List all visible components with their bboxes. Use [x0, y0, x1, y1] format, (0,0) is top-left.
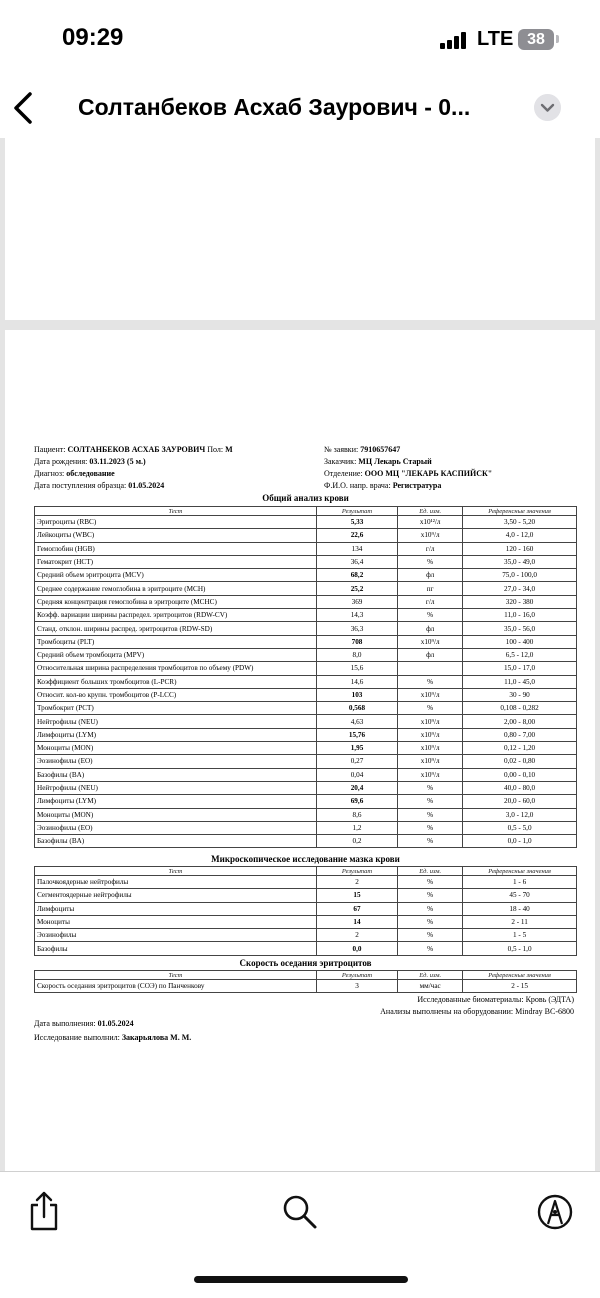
table-cell: Средняя концентрация гемоглобина в эритроците (MCHC) — [35, 595, 317, 608]
table-cell: 2,00 - 8,00 — [463, 715, 577, 728]
table-row — [35, 915, 577, 928]
table-cell: Палочкоядерные нейтрофилы — [35, 876, 317, 889]
table-row — [35, 876, 577, 889]
table-cell: пг — [398, 582, 463, 595]
table-cell: Результат — [316, 971, 397, 980]
table-cell: 67 — [316, 902, 397, 915]
table-row — [35, 835, 577, 848]
table-cell: 369 — [316, 595, 397, 608]
table-row — [35, 781, 577, 794]
table-cell: % — [398, 915, 463, 928]
table-row — [35, 662, 577, 675]
table-cell: 11,0 - 45,0 — [463, 675, 577, 688]
order-info: № заявки: 7910657647 Заказчик: МЦ Лекарь Старый Отделение: ООО МЦ "ЛЕКАРЬ КАСПИЙСК" Ф.И.О. напр. врача: Регистратура — [324, 445, 493, 490]
table-cell: Тромбоциты (PLT) — [35, 635, 317, 648]
table-cell: Среднее содержание гемоглобина в эритроците (MCH) — [35, 582, 317, 595]
table-cell: Результат — [316, 507, 397, 516]
table-cell: 0,5 - 1,0 — [463, 942, 577, 955]
table-row — [35, 728, 577, 741]
table-row — [35, 821, 577, 834]
table-cell: 320 - 380 — [463, 595, 577, 608]
table-cell: x10⁹/л — [398, 742, 463, 755]
table-cell: 35,0 - 56,0 — [463, 622, 577, 635]
battery-tip — [556, 35, 559, 43]
table-row — [35, 648, 577, 661]
table-cell: Тест — [35, 507, 317, 516]
performer: Исследование выполнил: Закарьялова М. М. — [34, 1033, 192, 1042]
table-row — [35, 542, 577, 555]
table-cell: % — [398, 942, 463, 955]
table-cell: Лимфоциты (LYM) — [35, 728, 317, 741]
table-cell: 103 — [316, 688, 397, 701]
table-row — [35, 768, 577, 781]
table-row — [35, 702, 577, 715]
table-cell: 0,80 - 7,00 — [463, 728, 577, 741]
table-cell: % — [398, 702, 463, 715]
table-row — [35, 569, 577, 582]
table-cell: 20,0 - 60,0 — [463, 795, 577, 808]
table-cell: Референсные значения — [463, 971, 577, 980]
table-cell: Средний объем эритроцита (MCV) — [35, 569, 317, 582]
section-title: Общий анализ крови — [262, 493, 349, 503]
table-cell: мм/час — [398, 980, 463, 993]
table-cell: Гематокрит (HCT) — [35, 555, 317, 568]
table-cell: 35,0 - 49,0 — [463, 555, 577, 568]
table-cell: x10⁹/л — [398, 529, 463, 542]
table-cell: 6,5 - 12,0 — [463, 648, 577, 661]
table-cell: 2 - 15 — [463, 980, 577, 993]
table-cell: 40,0 - 80,0 — [463, 781, 577, 794]
section-title: Микроскопическое исследование мазка крови — [211, 854, 400, 864]
table-cell: 8,6 — [316, 808, 397, 821]
section-title: Скорость оседания эритроцитов — [239, 958, 372, 968]
table-cell: 15 — [316, 889, 397, 902]
table-cell: Относит. кол-во крупн. тромбоцитов (P-LCC) — [35, 688, 317, 701]
table-cell: % — [398, 795, 463, 808]
table-cell: 1 - 5 — [463, 929, 577, 942]
table-cell: Базофилы — [35, 942, 317, 955]
table-cell: % — [398, 555, 463, 568]
table-cell: Коэфф. вариации ширины распредел. эритроцитов (RDW-CV) — [35, 609, 317, 622]
table-row — [35, 622, 577, 635]
table-cell: 0,5 - 5,0 — [463, 821, 577, 834]
table-cell: 3,0 - 12,0 — [463, 808, 577, 821]
table-cell: 1,95 — [316, 742, 397, 755]
table-row — [35, 635, 577, 648]
table-cell: Относительная ширина распределения тромбоцитов по объему (PDW) — [35, 662, 317, 675]
table-cell: 8,0 — [316, 648, 397, 661]
table-cell: 3 — [316, 980, 397, 993]
table-cell: Средний объем тромбоцита (MPV) — [35, 648, 317, 661]
table-cell: x10⁹/л — [398, 755, 463, 768]
table-cell: 2 - 11 — [463, 915, 577, 928]
results-table — [34, 866, 577, 956]
table-cell: Нейтрофилы (NEU) — [35, 781, 317, 794]
table-cell: Референсные значения — [463, 867, 577, 876]
table-cell: 15,76 — [316, 728, 397, 741]
table-cell: 14,6 — [316, 675, 397, 688]
table-cell: 100 - 400 — [463, 635, 577, 648]
table-cell: Лейкоциты (WBC) — [35, 529, 317, 542]
markup-icon[interactable] — [537, 1194, 573, 1230]
table-header-row — [35, 507, 577, 516]
table-cell: 120 - 160 — [463, 542, 577, 555]
table-cell: 0,00 - 0,10 — [463, 768, 577, 781]
results-table — [34, 970, 577, 993]
table-row — [35, 555, 577, 568]
table-row — [35, 980, 577, 993]
table-cell: 30 - 90 — [463, 688, 577, 701]
table-cell: Гемоглобин (HGB) — [35, 542, 317, 555]
table-cell: 1 - 6 — [463, 876, 577, 889]
table-row — [35, 742, 577, 755]
table-cell: Референсные значения — [463, 507, 577, 516]
table-cell: % — [398, 808, 463, 821]
table-cell: г/л — [398, 595, 463, 608]
table-row — [35, 715, 577, 728]
table-cell: Результат — [316, 867, 397, 876]
table-cell: 18 - 40 — [463, 902, 577, 915]
table-cell: Ед. изм. — [398, 507, 463, 516]
table-cell: 15,6 — [316, 662, 397, 675]
table-cell: Тест — [35, 867, 317, 876]
table-row — [35, 609, 577, 622]
table-cell: % — [398, 876, 463, 889]
table-row — [35, 795, 577, 808]
table-row — [35, 582, 577, 595]
table-cell: x10⁹/л — [398, 715, 463, 728]
table-cell: 0,27 — [316, 755, 397, 768]
table-header-row — [35, 971, 577, 980]
completion-date: Дата выполнения: 01.05.2024 — [34, 1019, 134, 1028]
table-cell: Ед. изм. — [398, 867, 463, 876]
table-cell: 36,4 — [316, 555, 397, 568]
table-row — [35, 942, 577, 955]
table-row — [35, 902, 577, 915]
table-cell: Станд. отклон. ширины распред. эритроцитов (RDW-SD) — [35, 622, 317, 635]
table-cell: 0,0 - 1,0 — [463, 835, 577, 848]
table-cell: 0,108 - 0,282 — [463, 702, 577, 715]
table-cell: % — [398, 781, 463, 794]
table-row — [35, 929, 577, 942]
table-cell: % — [398, 835, 463, 848]
table-cell: Моноциты — [35, 915, 317, 928]
table-cell: фл — [398, 648, 463, 661]
table-cell: % — [398, 929, 463, 942]
table-cell: Эозинофилы — [35, 929, 317, 942]
table-cell: 11,0 - 16,0 — [463, 609, 577, 622]
table-cell: 0,0 — [316, 942, 397, 955]
table-cell: Моноциты (MON) — [35, 808, 317, 821]
table-cell: Моноциты (MON) — [35, 742, 317, 755]
back-chevron-icon[interactable] — [10, 88, 40, 128]
table-cell: x10⁹/л — [398, 635, 463, 648]
network-label: LTE — [477, 28, 514, 50]
table-cell: Тромбокрит (PCT) — [35, 702, 317, 715]
battery-icon: 38 — [518, 29, 554, 50]
biomaterial-note: Исследованные биоматериалы: Кровь (ЭДТА) — [417, 995, 574, 1004]
table-cell: 27,0 - 34,0 — [463, 582, 577, 595]
table-cell: Сегментоядерные нейтрофилы — [35, 889, 317, 902]
table-cell: x10⁹/л — [398, 768, 463, 781]
table-cell: 2 — [316, 876, 397, 889]
table-cell: 708 — [316, 635, 397, 648]
equipment-note: Анализы выполнены на оборудовании: Mindray BC-6800 — [380, 1007, 574, 1016]
table-cell: фл — [398, 622, 463, 635]
table-cell: x10⁹/л — [398, 728, 463, 741]
table-row — [35, 529, 577, 542]
table-cell: 68,2 — [316, 569, 397, 582]
table-row — [35, 688, 577, 701]
table-cell: Ед. изм. — [398, 971, 463, 980]
table-cell: 75,0 - 100,0 — [463, 569, 577, 582]
title-menu-chevron-icon[interactable] — [534, 94, 561, 121]
table-cell: Тест — [35, 971, 317, 980]
table-cell: 4,0 - 12,0 — [463, 529, 577, 542]
table-cell: 5,33 — [316, 516, 397, 529]
home-indicator[interactable] — [194, 1276, 408, 1283]
table-cell: 69,6 — [316, 795, 397, 808]
table-cell: % — [398, 609, 463, 622]
results-table — [34, 506, 577, 848]
table-cell: Эритроциты (RBC) — [35, 516, 317, 529]
table-cell: 134 — [316, 542, 397, 555]
table-cell: Скорость оседания эритроцитов (СОЭ) по Панченкову — [35, 980, 317, 993]
signal-icon — [440, 32, 468, 49]
table-cell: x10¹²/л — [398, 516, 463, 529]
table-row — [35, 808, 577, 821]
table-cell: 0,568 — [316, 702, 397, 715]
table-cell — [398, 662, 463, 675]
table-cell: 45 - 70 — [463, 889, 577, 902]
table-cell: 22,6 — [316, 529, 397, 542]
table-cell: x10⁹/л — [398, 688, 463, 701]
table-cell: % — [398, 675, 463, 688]
document-title: Солтанбеков Асхаб Заурович - 0... — [78, 94, 471, 120]
share-icon[interactable] — [27, 1190, 61, 1232]
table-cell: 14,3 — [316, 609, 397, 622]
table-cell: % — [398, 902, 463, 915]
pdf-page-1 — [5, 138, 595, 320]
search-icon[interactable] — [282, 1194, 318, 1230]
table-cell: 0,02 - 0,80 — [463, 755, 577, 768]
table-cell: 14 — [316, 915, 397, 928]
clock: 09:29 — [62, 24, 124, 51]
table-cell: 25,2 — [316, 582, 397, 595]
table-cell: 36,3 — [316, 622, 397, 635]
table-row — [35, 889, 577, 902]
table-cell: % — [398, 821, 463, 834]
table-cell: г/л — [398, 542, 463, 555]
table-row — [35, 755, 577, 768]
table-row — [35, 516, 577, 529]
patient-info: Пациент: СОЛТАНБЕКОВ АСХАБ ЗАУРОВИЧ Пол: М Дата рождения: 03.11.2023 (5 м.) Диагноз: обследование Дата поступления образца: 01.05.2024 — [34, 445, 233, 490]
table-cell: % — [398, 889, 463, 902]
table-cell: Базофилы (BA) — [35, 768, 317, 781]
nav-bar — [0, 80, 600, 139]
table-row — [35, 595, 577, 608]
table-cell: 0,2 — [316, 835, 397, 848]
table-cell: Эозинофилы (EO) — [35, 821, 317, 834]
table-header-row — [35, 867, 577, 876]
table-cell: 1,2 — [316, 821, 397, 834]
table-cell: 4,63 — [316, 715, 397, 728]
table-cell: Лимфоциты — [35, 902, 317, 915]
table-cell: Базофилы (BA) — [35, 835, 317, 848]
table-cell: Нейтрофилы (NEU) — [35, 715, 317, 728]
table-cell: Эозинофилы (EO) — [35, 755, 317, 768]
table-cell: 3,50 - 5,20 — [463, 516, 577, 529]
table-row — [35, 675, 577, 688]
table-cell: фл — [398, 569, 463, 582]
table-cell: Коэффициент больших тромбоцитов (L-PCR) — [35, 675, 317, 688]
table-cell: 15,0 - 17,0 — [463, 662, 577, 675]
table-cell: 2 — [316, 929, 397, 942]
table-cell: 20,4 — [316, 781, 397, 794]
status-bar — [0, 0, 600, 80]
table-cell: 0,12 - 1,20 — [463, 742, 577, 755]
table-cell: Лимфоциты (LYM) — [35, 795, 317, 808]
table-cell: 0,04 — [316, 768, 397, 781]
